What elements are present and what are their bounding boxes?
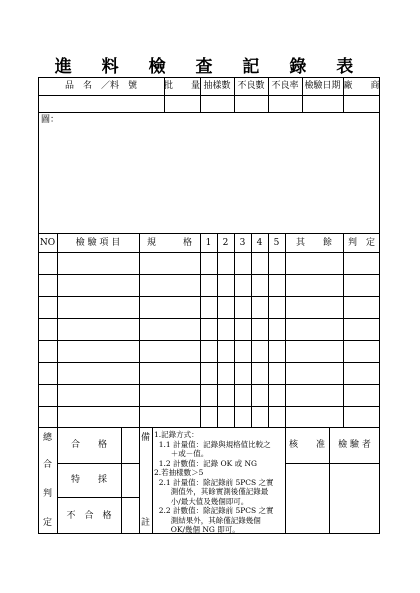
option-special-acceptance: 特 採 <box>70 475 107 485</box>
col-no: NO <box>39 238 56 248</box>
drawing-label: 圖： <box>41 115 60 125</box>
inspection-top <box>38 233 380 234</box>
header-defect-rate: 不良率 <box>271 81 299 91</box>
header-sample-size: 抽樣數 <box>203 81 231 91</box>
remark-line-10: 測結果外，其餘僅記錄幾個 <box>154 516 261 525</box>
col-specification: 規 格 <box>146 238 192 248</box>
option-pass: 合 格 <box>70 440 107 450</box>
col-sample-3: 3 <box>239 238 246 248</box>
approval-label: 核 准 <box>288 440 325 450</box>
header-defect-count: 不良數 <box>237 81 265 91</box>
col-sample-5: 5 <box>273 238 280 248</box>
remark-line-3: ＋或－值。 <box>154 449 209 458</box>
col-remaining: 其 餘 <box>295 238 332 248</box>
inspector-label: 檢 驗 者 <box>338 440 371 450</box>
summary-label-4: 定 <box>42 518 52 528</box>
summary-label-3: 判 <box>42 489 52 499</box>
header-value-divider <box>38 112 380 113</box>
header-inspection-date: 檢驗日期 <box>304 81 341 91</box>
remark-line-5: 2.若抽樣數＞5 <box>154 468 204 477</box>
remark-line-8: 小/最大值及幾個即可。 <box>154 497 249 506</box>
col-judgement: 判 定 <box>347 238 375 248</box>
remark-line-2: 1.1 計量值：記錄與規格值比較之 <box>154 440 271 449</box>
remark-line-9: 2.2 計數值：除記錄前 5PCS 之實 <box>154 506 274 515</box>
option-reject: 不 合 格 <box>66 511 112 521</box>
remark-line-6: 2.1 計量值：除記錄前 5PCS 之實 <box>154 478 274 487</box>
remarks-label-bottom: 註 <box>140 518 150 528</box>
col-sample-2: 2 <box>222 238 229 248</box>
remarks-label-top: 備 <box>140 433 150 443</box>
col-sample-1: 1 <box>205 238 212 248</box>
remark-line-11: OK/幾個 NG 即可。 <box>154 525 240 534</box>
remark-line-4: 1.2 計數值：記錄 OK 或 NG <box>154 459 258 468</box>
form-title: 進 料 檢 查 記 錄 表 <box>54 57 366 77</box>
header-divider <box>38 95 380 96</box>
col-sample-4: 4 <box>256 238 263 248</box>
header-vendor: 廠 商 <box>343 81 380 91</box>
col-inspection-item: 檢 驗 項 目 <box>75 238 121 248</box>
remark-line-7: 測值外，其餘實測後僅記錄最 <box>154 487 269 496</box>
header-lot-size: 批 量 <box>164 81 201 91</box>
summary-label-1: 總 <box>42 433 52 443</box>
summary-label-2: 合 <box>42 460 52 470</box>
remark-line-1: 1.記錄方式： <box>154 430 199 439</box>
header-part-name: 品 名 ／料 號 <box>64 81 137 91</box>
